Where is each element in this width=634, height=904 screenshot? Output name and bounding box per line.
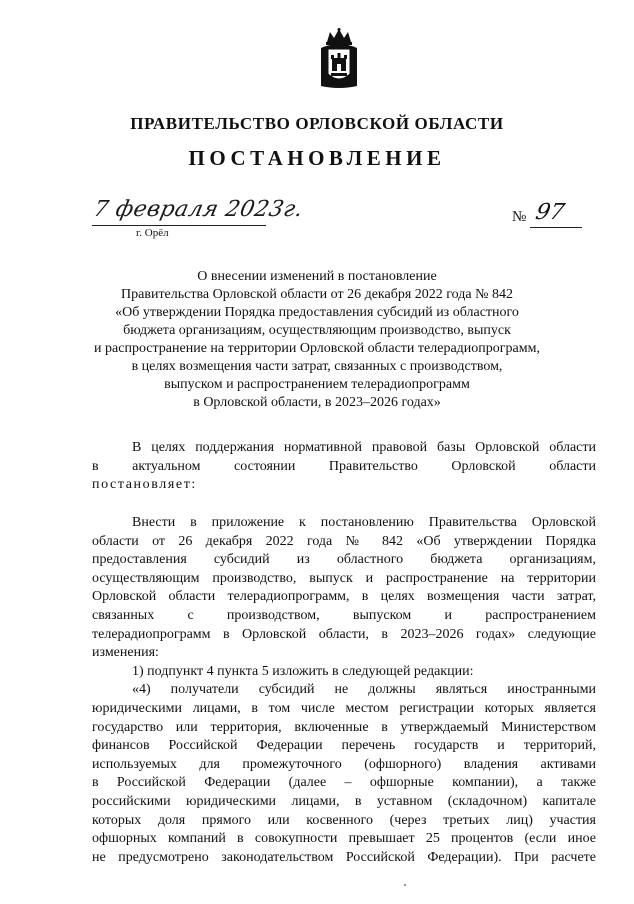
text-line: В целях поддержания нормативной правовой базы Орловской области <box>132 440 596 455</box>
handwritten-number: 97 <box>533 200 567 225</box>
text-line: связанных с производством, выпуском и распространением <box>92 607 596 623</box>
government-title: ПРАВИТЕЛЬСТВО ОРЛОВСКОЙ ОБЛАСТИ <box>130 114 504 133</box>
text-line: изменения: <box>92 645 159 661</box>
document-subject <box>80 268 554 412</box>
preamble-paragraph <box>92 439 596 495</box>
number-sign: № <box>512 209 527 225</box>
text-line: финансов Российской Федерации перечень государств и территорий, <box>92 738 596 754</box>
text-line: не предусмотрено законодательством Российской Федерации). При расчете <box>92 849 596 865</box>
text-line: «4) получатели субсидий не должны являться иностранными <box>132 682 596 698</box>
document-type-title: ПОСТАНОВЛЕНИЕ <box>188 146 446 170</box>
subject-line: О внесении изменений в постановление <box>197 269 437 284</box>
number-underline <box>530 227 582 228</box>
date-underline <box>92 225 266 226</box>
subject-line: в целях возмещения части затрат, связанных с производством, <box>131 359 503 374</box>
subject-line: «Об утверждении Порядка предоставления субсидий из областного <box>115 305 519 320</box>
text-line: области от 26 декабря 2022 года № 842 «Об утверждении Порядка <box>92 533 596 549</box>
text-line: осуществляющим производство, выпуск и распространение на территории <box>92 570 596 586</box>
scan-speck <box>404 884 406 886</box>
text-line: в Российской Федерации (далее – офшорные компании), а также <box>92 775 596 791</box>
text-line: Орловской области телерадиопрограмм, в целях возмещения части затрат, <box>92 589 596 605</box>
handwritten-date: 7 февраля 2023г. <box>91 197 306 222</box>
subject-line: в Орловской области, в 2023–2026 годах» <box>193 395 441 410</box>
text-line: государство или территория, включенные в утверждаемый Министерством <box>92 719 596 735</box>
subject-line: бюджета организациям, осуществляющим производство, выпуск <box>123 323 511 338</box>
text-line: Внести в приложение к постановлению Правительства Орловской <box>132 515 596 530</box>
city-label: г. Орёл <box>136 227 169 239</box>
text-line: российскими юридическими лицами, в уставном (складочном) капитале <box>92 793 596 809</box>
text-line: офшорных компаний в совокупности превышает 25 процентов (если иное <box>92 831 596 847</box>
text-line: юридическими лицами, в том числе местом регистрации которых является <box>92 700 596 716</box>
coat-of-arms-emblem <box>318 28 360 90</box>
subject-line: и распространение на территории Орловской области телерадиопрограмм, <box>94 341 540 356</box>
text-line: телерадиопрограмм в Орловской области, в 2023–2026 годах» следующие <box>92 626 596 642</box>
text-line: в актуальном состоянии Правительство Орловской области <box>92 458 596 474</box>
main-body <box>92 514 596 867</box>
text-line: используемых для промежуточного (офшорного) владения активами <box>92 756 596 772</box>
text-line: предоставления субсидий из областного бюджета организациям, <box>92 552 596 568</box>
text-line: которых доля прямого или косвенного (через третьих лиц) участия <box>92 812 596 828</box>
list-item: 1) подпункт 4 пункта 5 изложить в следующей редакции: <box>132 663 474 679</box>
subject-line: выпуском и распространением телерадиопрограмм <box>164 377 470 392</box>
text-line: постановляет: <box>92 477 197 493</box>
subject-line: Правительства Орловской области от 26 декабря 2022 года № 842 <box>121 287 513 302</box>
